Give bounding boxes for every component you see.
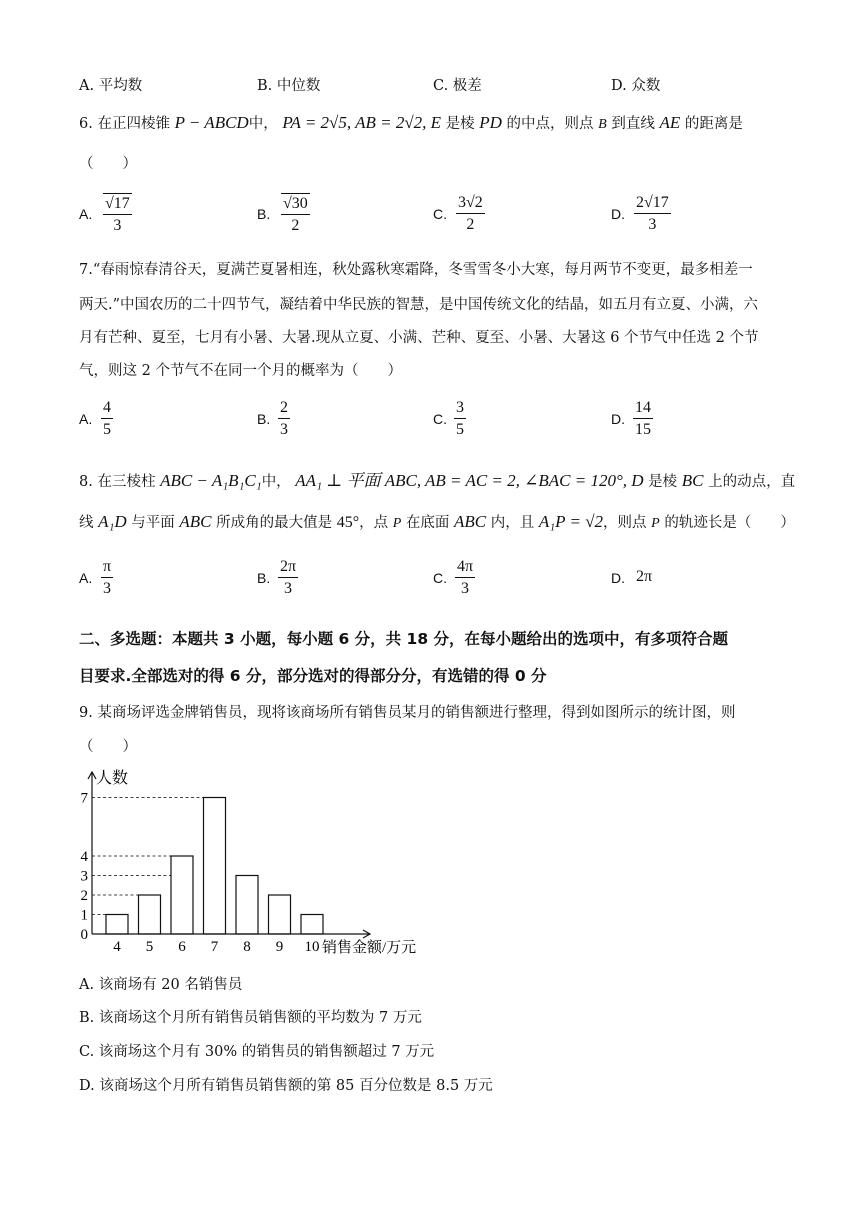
x-tick-10: 10 bbox=[304, 939, 320, 955]
chart-bars bbox=[106, 798, 323, 935]
y-tick-2: 2 bbox=[80, 888, 88, 904]
q8-l1b: ABC − A₁B₁C₁ bbox=[160, 471, 262, 490]
q7-line1: 7.“春雨惊春清谷天，夏满芒夏暑相连，秋处露秋寒霜降，冬雪雪冬小大寒，每月两节不变更，最多相差一 bbox=[79, 262, 753, 278]
q8-option-d-text: 2π bbox=[636, 568, 653, 585]
q6-prefix: 6. 在正四棱锥 bbox=[79, 116, 170, 132]
q6-b-den: 2 bbox=[291, 217, 300, 234]
y-axis-label: 人数 bbox=[96, 770, 129, 787]
y-tick-1: 1 bbox=[80, 907, 88, 924]
q8-b-den: 3 bbox=[284, 580, 293, 597]
q8-c-den: 3 bbox=[461, 580, 470, 597]
q7-option-d-label: D. bbox=[611, 411, 625, 427]
q8-l2g: ，点 bbox=[359, 515, 389, 531]
q7-option-b-label: B. bbox=[257, 411, 271, 427]
q6-option-b-label: B. bbox=[257, 206, 271, 222]
q7-c-den: 5 bbox=[456, 421, 464, 438]
q8-option-d-label: D. bbox=[611, 570, 625, 586]
q7-line3: 月有芒种、夏至，七月有小暑、大暑.现从立夏、小满、芒种、夏至、小暑、大暑这 6 个节气中任选 2 个节 bbox=[79, 330, 759, 346]
q8-l2i: 在底面 bbox=[405, 515, 450, 531]
q6-option-b-frac bbox=[281, 193, 310, 235]
q6-b: B bbox=[598, 117, 607, 132]
q7-option-a-label: A. bbox=[79, 411, 93, 427]
x-axis-label: 销售金额/万元 bbox=[322, 940, 417, 956]
q6-b-num: √30 bbox=[283, 195, 308, 212]
q6-option-a-label: A. bbox=[79, 206, 93, 222]
q8-option-c-label: C. bbox=[433, 570, 447, 586]
q7-d-den: 15 bbox=[635, 421, 651, 438]
q7-option-c-label: C. bbox=[433, 411, 447, 427]
q8-l2e: 所成角的最大值是 bbox=[216, 515, 333, 531]
bar-6 bbox=[171, 856, 193, 934]
sales-histogram bbox=[70, 762, 430, 962]
q7-c-num: 3 bbox=[456, 399, 464, 416]
x-tick-5: 5 bbox=[145, 939, 154, 955]
x-tick-6: 6 bbox=[178, 939, 186, 955]
q9-paren: （ ） bbox=[79, 739, 137, 755]
section2-line2: 目要求.全部选对的得 6 分，部分选对的得部分分，有选错的得 0 分 bbox=[79, 667, 547, 685]
q6-option-c-frac bbox=[456, 193, 485, 234]
q8-l1g: 上的动点，直 bbox=[708, 474, 796, 490]
q7-line2: 两天.”中国农历的二十四节气，凝结着中华民族的智慧，是中国传统文化的结晶，如五月有立夏、小满，六 bbox=[79, 297, 759, 313]
q8-l2l: A₁P = √2 bbox=[538, 512, 604, 531]
bar-9 bbox=[269, 895, 291, 934]
q5-option-a: A. 平均数 bbox=[79, 78, 143, 94]
q8-l2c: 与平面 bbox=[131, 515, 175, 531]
q7-option-d-frac bbox=[633, 398, 653, 439]
q8-option-b-label: B. bbox=[257, 570, 271, 586]
q8-l1c: 中， bbox=[261, 474, 291, 490]
q7-line4: 气，则这 2 个节气不在同一个月的概率为（ ） bbox=[79, 363, 402, 379]
bar-4 bbox=[106, 915, 128, 935]
q8-option-a-label: A. bbox=[79, 570, 93, 586]
q8-l2f: 45° bbox=[336, 514, 360, 531]
q6-mid: 中， bbox=[248, 116, 278, 132]
q6-option-a-frac bbox=[103, 193, 132, 235]
q5-option-d: D. 众数 bbox=[611, 78, 661, 94]
q6-option-d-frac bbox=[634, 193, 671, 234]
section2-line1: 二、多选题：本题共 3 小题，每小题 6 分，共 18 分，在每小题给出的选项中，有多项符合题 bbox=[79, 630, 729, 648]
x-tick-4: 4 bbox=[113, 939, 121, 955]
q7-b-den: 3 bbox=[280, 421, 288, 438]
q8-l1d: AA₁ ⊥ 平面 ABC, AB = AC = 2, ∠BAC = 120°, D bbox=[295, 471, 644, 490]
q8-option-c-frac bbox=[455, 557, 475, 598]
q8-l2b: A₁D bbox=[98, 512, 127, 531]
chart-axes bbox=[88, 772, 370, 938]
q8-option-a-frac bbox=[101, 557, 113, 598]
q6-d-den: 3 bbox=[648, 216, 657, 233]
q9-option-d: D. 该商场这个月所有销售员销售额的第 85 百分位数是 8.5 万元 bbox=[79, 1078, 493, 1094]
q6-c-num: 3√2 bbox=[458, 194, 483, 211]
q6-pd: PD bbox=[479, 113, 502, 132]
x-tick-9: 9 bbox=[275, 939, 284, 955]
q6-c-den: 2 bbox=[466, 216, 475, 233]
q7-option-c-frac bbox=[454, 398, 466, 439]
q6-cond: PA = 2√5, AB = 2√2, E bbox=[282, 113, 442, 132]
q8-l1f: BC bbox=[681, 471, 704, 490]
bar-5 bbox=[139, 895, 161, 934]
q9-line1: 9. 某商场评选金牌销售员，现将该商场所有销售员某月的销售额进行整理，得到如图所示的统计图，则 bbox=[79, 705, 736, 721]
q8-l2h: P bbox=[392, 516, 402, 531]
bar-8 bbox=[236, 876, 258, 935]
x-tick-8: 8 bbox=[243, 939, 251, 955]
q6-ae: AE bbox=[659, 113, 681, 132]
q8-l1e: 是棱 bbox=[648, 474, 678, 490]
q8-l2m: ，则点 bbox=[603, 515, 647, 531]
q7-option-a-frac bbox=[101, 398, 113, 439]
q6-d-num: 2√17 bbox=[636, 194, 669, 211]
q6-cond3: 的中点，则点 bbox=[506, 116, 594, 132]
q9-option-c: C. 该商场这个月有 30% 的销售员的销售额超过 7 万元 bbox=[79, 1044, 435, 1060]
q8-a-den: 3 bbox=[103, 580, 112, 597]
q7-b-num: 2 bbox=[280, 399, 288, 416]
q8-a-num: π bbox=[103, 558, 112, 575]
q6-cond4: 到直线 bbox=[611, 116, 655, 132]
q6-cond2: 是棱 bbox=[445, 116, 475, 132]
q8-l2j: ABC bbox=[454, 512, 487, 531]
q8-l2d: ABC bbox=[179, 512, 212, 531]
q6-pyramid: P − ABCD bbox=[174, 113, 249, 132]
x-tick-7: 7 bbox=[210, 939, 219, 955]
q8-l1a: 8. 在三棱柱 bbox=[79, 474, 156, 490]
q8-l2n: P bbox=[651, 516, 660, 531]
y-tick-3: 3 bbox=[80, 868, 88, 885]
q6-stem bbox=[79, 112, 743, 133]
q8-option-b-frac bbox=[278, 557, 298, 598]
bar-7 bbox=[204, 798, 226, 935]
bar-10 bbox=[301, 915, 323, 935]
q8-l2k: 内，且 bbox=[490, 515, 535, 531]
q8-line1 bbox=[79, 466, 795, 491]
q7-a-den: 5 bbox=[103, 421, 111, 438]
q6-option-c-label: C. bbox=[433, 206, 447, 222]
q9-option-a: A. 该商场有 20 名销售员 bbox=[79, 977, 243, 993]
q5-option-c: C. 极差 bbox=[433, 78, 482, 94]
q8-b-num: 2π bbox=[280, 558, 297, 575]
q7-a-num: 4 bbox=[103, 399, 111, 416]
q8-line2 bbox=[79, 511, 795, 532]
q6-a-den: 3 bbox=[113, 217, 122, 234]
q7-option-b-frac bbox=[278, 398, 290, 439]
q6-a-num: √17 bbox=[105, 195, 130, 212]
q5-option-b: B. 中位数 bbox=[257, 78, 321, 94]
q6-cond5: 的距离是 bbox=[684, 116, 743, 132]
q9-option-b: B. 该商场这个月所有销售员销售额的平均数为 7 万元 bbox=[79, 1010, 422, 1026]
y-tick-0: 0 bbox=[80, 927, 88, 943]
q8-l2a: 线 bbox=[79, 515, 94, 531]
q6-option-d-label: D. bbox=[611, 206, 625, 222]
q6-paren: （ ） bbox=[79, 156, 137, 172]
y-tick-7: 7 bbox=[80, 790, 88, 807]
q8-l2o: 的轨迹长是（ ） bbox=[664, 515, 795, 531]
y-tick-4: 4 bbox=[80, 849, 88, 865]
q7-d-num: 14 bbox=[635, 399, 651, 416]
q8-c-num: 4π bbox=[457, 558, 474, 575]
